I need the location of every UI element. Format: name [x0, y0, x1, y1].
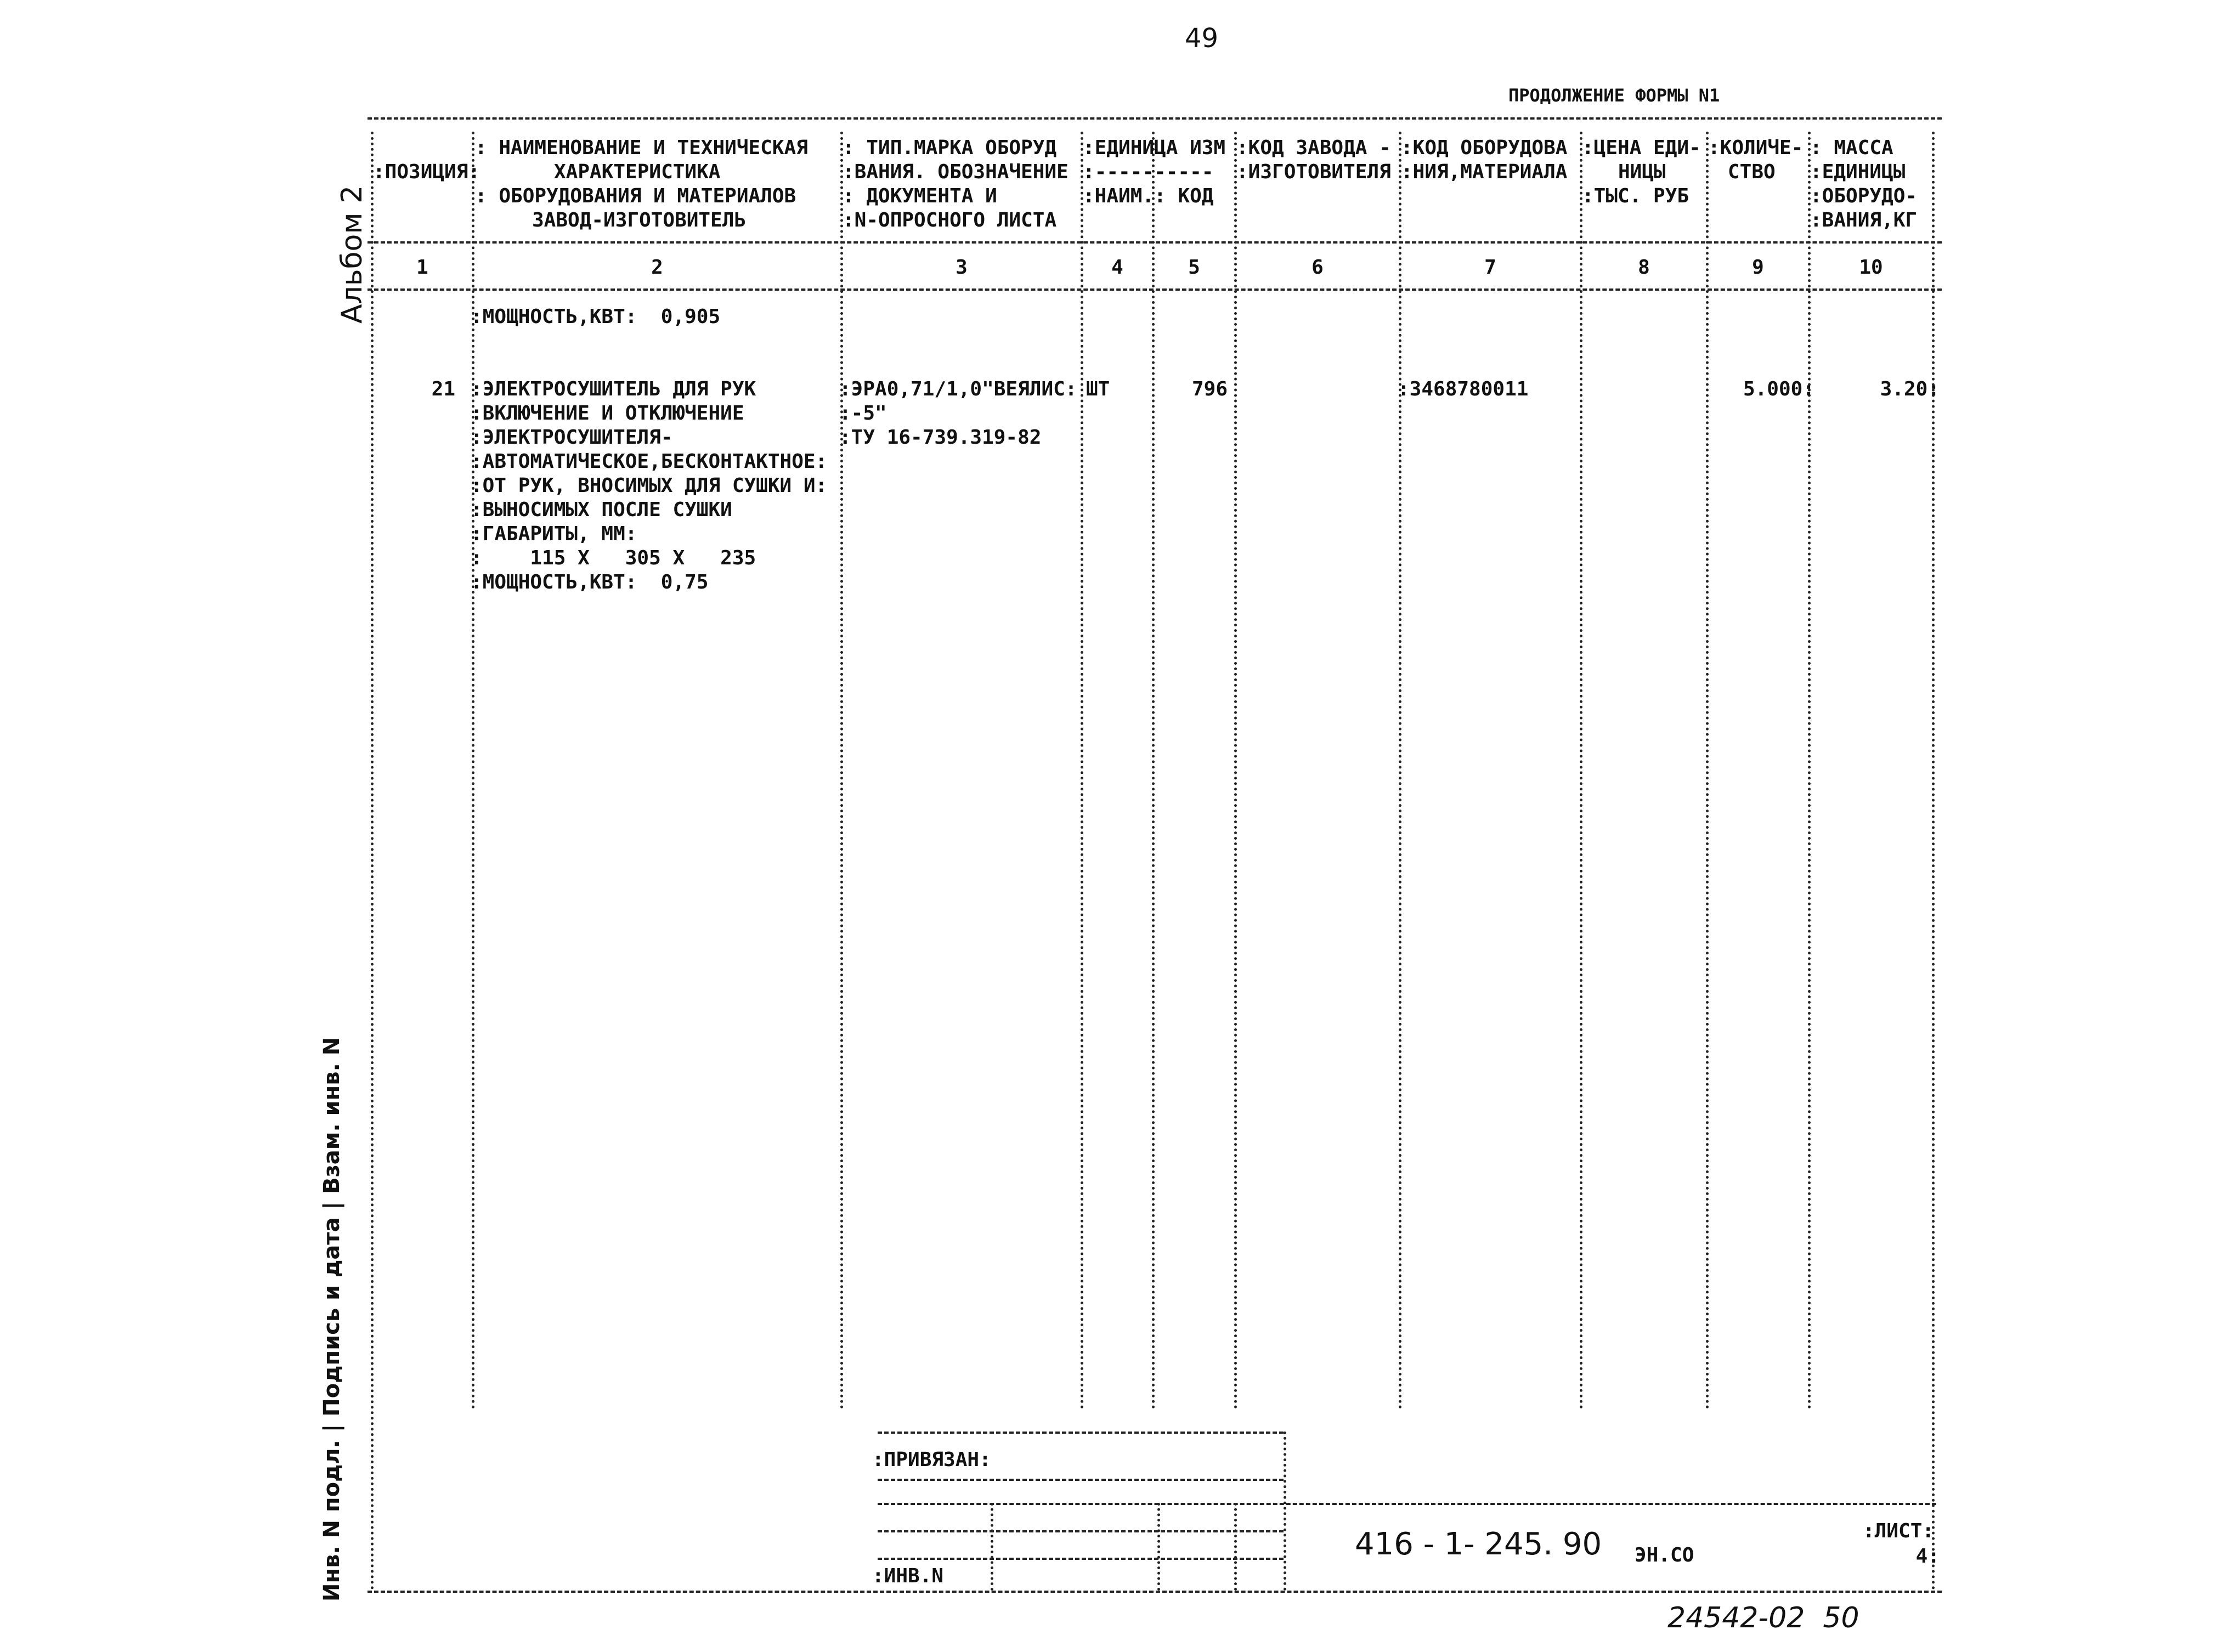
header-price-line2: НИЦЫ	[1618, 161, 1666, 183]
header-mass-line2: :ЕДИНИЦЫ	[1810, 161, 1906, 183]
colnum-5: 5	[1188, 256, 1200, 279]
item-type-line: :-5"	[839, 402, 887, 425]
archive-number: 24542-02 50	[1667, 1602, 1859, 1634]
item-name-line: :МОЩНОСТЬ,КВТ: 0,75	[471, 571, 709, 593]
col-sep-5	[1234, 132, 1237, 1410]
col-sep-right	[1932, 132, 1935, 1591]
header-type-line3: : ДОКУМЕНТА И	[843, 185, 997, 207]
header-type-line4: :N-ОПРОСНОГО ЛИСТА	[843, 209, 1057, 231]
bound-sep-3	[1234, 1503, 1237, 1591]
col-sep-left	[371, 132, 374, 1591]
colnum-7: 7	[1484, 256, 1496, 279]
colnum-4: 4	[1111, 256, 1123, 279]
header-name-line3: : ОБОРУДОВАНИЯ И МАТЕРИАЛОВ	[475, 185, 796, 207]
colnum-8: 8	[1638, 256, 1650, 279]
header-factory-line1: :КОД ЗАВОДА -	[1236, 137, 1391, 159]
col-sep-3	[1081, 132, 1083, 1410]
item-name-line: :ОТ РУК, ВНОСИМЫХ ДЛЯ СУШКИ И:	[471, 474, 828, 497]
item-name-line: :АВТОМАТИЧЕСКОЕ,БЕСКОНТАКТНОЕ:	[471, 450, 828, 473]
header-equip-code-line1: :КОД ОБОРУДОВА	[1401, 137, 1568, 159]
item-name-line: : 115 Х 305 Х 235	[471, 547, 756, 569]
header-price-line3: :ТЫС. РУБ	[1582, 185, 1689, 207]
bound-top-rule	[878, 1432, 1284, 1434]
item-equipment-code: :3468780011	[1398, 378, 1529, 400]
col-sep-2	[840, 132, 843, 1410]
bound-rule-5	[878, 1558, 1284, 1560]
header-mass-line1: : МАССА	[1810, 137, 1893, 159]
stamp-label: Инв. N подл. | Подпись и дата | Взам. инв. N	[319, 1037, 344, 1602]
header-name-line1: : НАИМЕНОВАНИЕ И ТЕХНИЧЕСКАЯ	[475, 137, 808, 159]
bound-sep-2	[1157, 1503, 1160, 1591]
bound-inv-label: :ИНВ.N	[872, 1565, 944, 1587]
album-label: Альбом 2	[336, 185, 369, 324]
item-unit: ШТ	[1086, 378, 1110, 400]
header-unit-line2: :----------	[1083, 161, 1214, 183]
header-type-line2: :ВАНИЯ. ОБОЗНАЧЕНИЕ	[843, 161, 1069, 183]
col-sep-6	[1399, 132, 1401, 1410]
item-unit-code: 796	[1191, 378, 1228, 400]
header-name-line2: ХАРАКТЕРИСТИКА	[554, 161, 721, 183]
item-type-line: :ТУ 16-739.319-82	[839, 426, 1042, 449]
table-bottom-rule	[368, 1591, 1942, 1593]
col-sep-4	[1152, 132, 1155, 1410]
item-mass: 3.20:	[1880, 378, 1940, 400]
colnum-9: 9	[1752, 256, 1764, 279]
item-type-line: :ЭРА0,71/1,0"ВЕЯЛИС:	[839, 378, 1077, 400]
item-position: 21	[431, 378, 455, 400]
colnum-3: 3	[956, 256, 968, 279]
col-sep-7	[1580, 132, 1582, 1410]
header-qty-line1: :КОЛИЧЕ-	[1708, 137, 1804, 159]
header-name-line4: ЗАВОД-ИЗГОТОВИТЕЛЬ	[532, 209, 747, 231]
colnum-2: 2	[651, 256, 663, 279]
header-type-line1: : ТИП.МАРКА ОБОРУД	[843, 137, 1057, 159]
header-mass-line4: :ВАНИЯ,КГ	[1810, 209, 1918, 231]
table-top-rule	[368, 117, 1942, 120]
header-factory-line2: :ИЗГОТОВИТЕЛЯ	[1236, 161, 1391, 183]
prev-item-power: :МОЩНОСТЬ,КВТ: 0,905	[471, 305, 721, 328]
header-unit-line1: :ЕДИНИЦА ИЗМ	[1083, 137, 1226, 159]
item-name-line: :ВКЛЮЧЕНИЕ И ОТКЛЮЧЕНИЕ	[471, 402, 744, 425]
col-sep-8	[1706, 132, 1709, 1410]
bound-label: :ПРИВЯЗАН:	[872, 1449, 991, 1471]
bound-rule-4	[878, 1530, 1284, 1532]
item-name-line: :ЭЛЕКТРОСУШИТЕЛЬ ДЛЯ РУК	[471, 378, 756, 400]
col-sep-9	[1808, 132, 1811, 1410]
header-unit-line3: :НАИМ.: КОД	[1083, 185, 1214, 207]
header-equip-code-line2: :НИЯ,МАТЕРИАЛА	[1401, 161, 1568, 183]
bound-rule-2	[878, 1479, 1284, 1481]
header-price-line1: :ЦЕНА ЕДИ-	[1582, 137, 1701, 159]
page-number: 49	[1185, 23, 1219, 54]
document-code: 416 - 1- 245. 90	[1355, 1526, 1602, 1562]
item-name-line: :ВЫНОСИМЫХ ПОСЛЕ СУШКИ	[471, 499, 732, 521]
sheet-number: 4:	[1915, 1545, 1940, 1568]
item-name-line: :ГАБАРИТЫ, ММ:	[471, 523, 637, 545]
bound-sep-1	[991, 1503, 993, 1591]
header-position: :ПОЗИЦИЯ:	[373, 161, 480, 183]
item-name-line: :ЭЛЕКТРОСУШИТЕЛЯ-	[471, 426, 673, 449]
item-quantity: 5.000:	[1743, 378, 1814, 400]
continuation-title: ПРОДОЛЖЕНИЕ ФОРМЫ N1	[1508, 85, 1720, 106]
colnum-1: 1	[416, 256, 428, 279]
colnum-6: 6	[1311, 256, 1324, 279]
header-qty-line2: СТВО	[1728, 161, 1776, 183]
bound-sep-4	[1284, 1432, 1286, 1591]
document-suffix: ЭН.СО	[1635, 1544, 1694, 1566]
colnum-10: 10	[1859, 256, 1883, 279]
header-mass-line3: :ОБОРУДО-	[1810, 185, 1918, 207]
sheet-label: :ЛИСТ:	[1863, 1520, 1935, 1542]
bound-rule-3	[878, 1503, 1936, 1505]
